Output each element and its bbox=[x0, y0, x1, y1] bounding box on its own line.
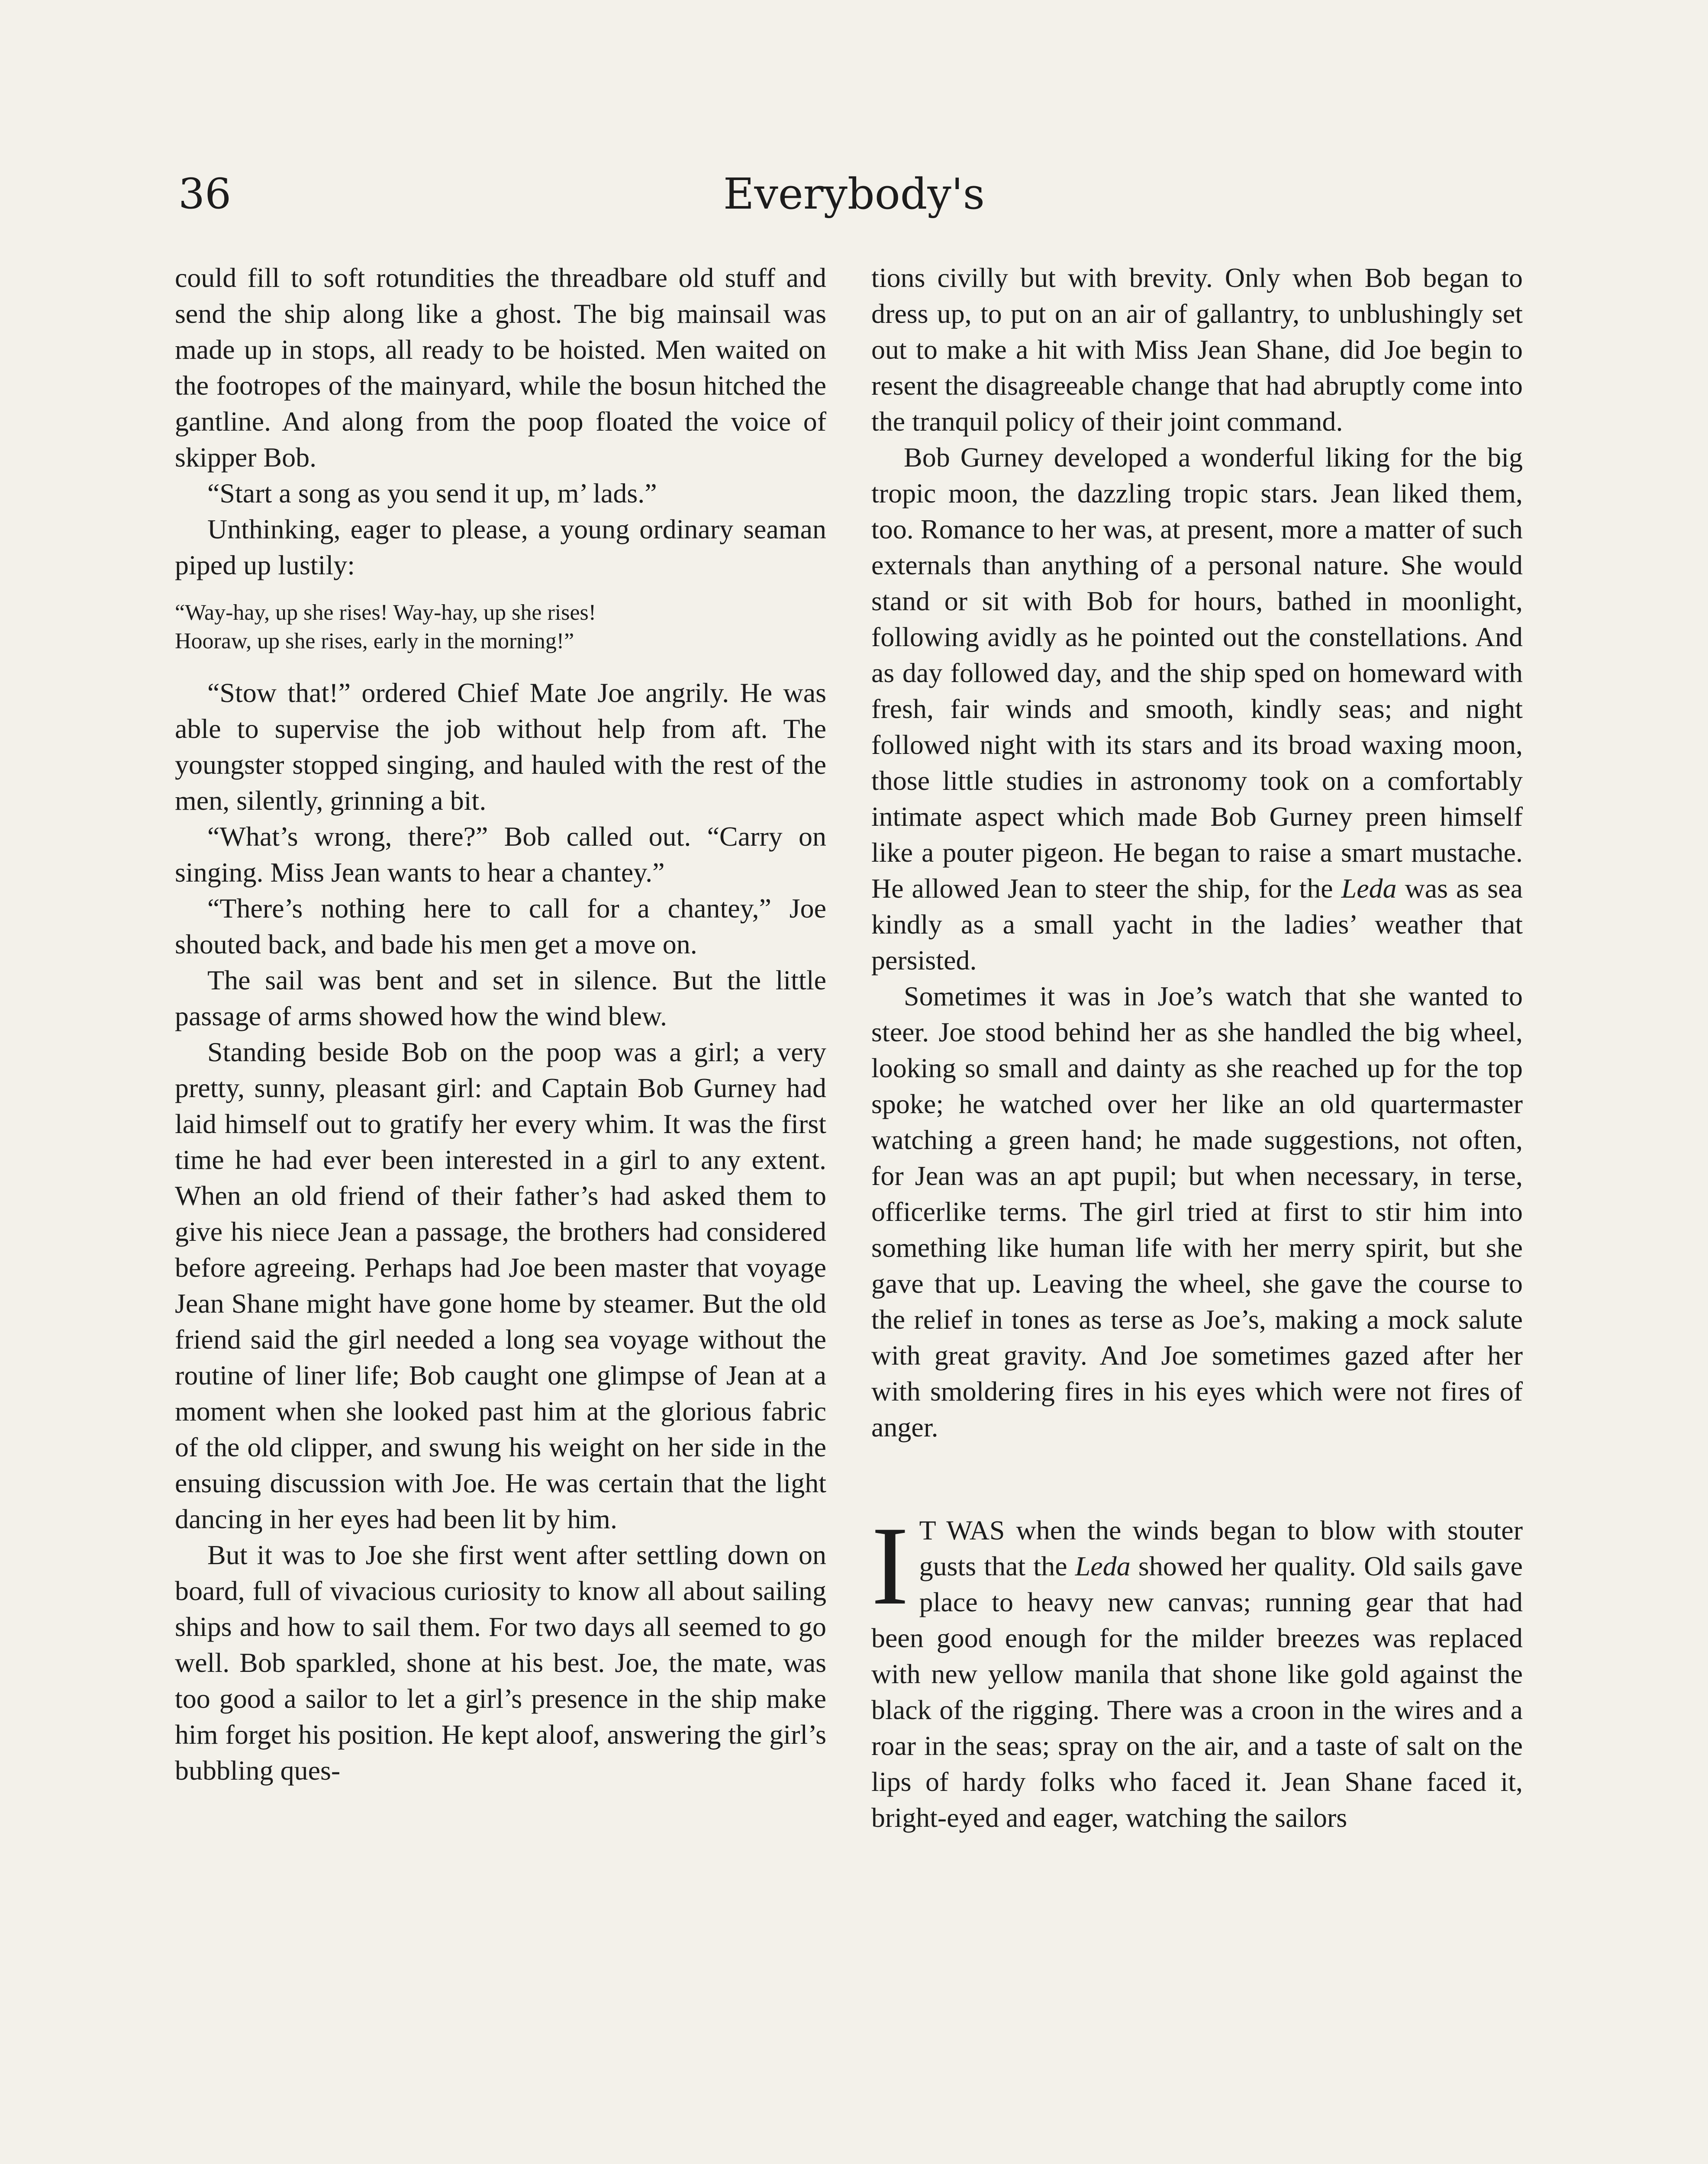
paragraph: Standing beside Bob on the poop was a girl; a very pretty, sunny, pleasant girl: and Captain Bob Gurney had laid himself out to gratify her every whim. It was the first time he had ever been interested in a girl to any extent. When an old friend of their father’s had asked them to give his niece Jean a passage, the brothers had considered before agreeing. Perhaps had Joe been master that voyage Jean Shane might have gone home by steamer. But the old friend said the girl needed a long sea voyage without the routine of liner life; Bob caught one glimpse of Jean at a moment when she looked past him at the glorious fabric of the old clipper, and swung his weight on her side in the ensuing discussion with Joe. He was certain that the light dancing in her eyes had been lit by him. bbox=[175, 1037, 826, 1534]
section-paragraph bbox=[871, 1504, 1523, 1836]
paragraph bbox=[871, 439, 1523, 978]
paragraph-text: was as sea kindly as a small yacht in the ladies’ weather that persisted. bbox=[871, 873, 1523, 976]
paragraph: The sail was bent and set in silence. But the little passage of arms showed how the wind blew. bbox=[175, 965, 826, 1031]
paragraph: Unthinking, eager to please, a young ordinary seaman piped up lustily: bbox=[175, 514, 826, 580]
paragraph: “Stow that!” ordered Chief Mate Joe angrily. He was able to supervise the job without help from aft. The youngster stopped singing, and hauled with the rest of the men, silently, grinning a bit. bbox=[175, 677, 826, 816]
paragraph-text: Bob Gurney developed a wonderful liking for the big tropic moon, the dazzling tropic stars. Jean liked them, too. Romance to her was, at present, more a matter of such externals than anything of a personal nature. She would stand or sit with Bob for hours, bathed in moonlight, following avidly as he pointed out the constellations. And as day followed day, and the ship sped on homeward with fresh, fair winds and smooth, kindly seas; and night followed night with its stars and its broad waxing moon, those little studies in astronomy took on a comfortably intimate aspect which made Bob Gurney preen himself like a pouter pigeon. He began to raise a smart mustache. He allowed Jean to steer the ship, for the bbox=[871, 442, 1523, 904]
paragraph: But it was to Joe she first went after settling down on board, full of vivacious curiosity to know all about sailing ships and how to sail them. For two days all seemed to go well. Bob sparkled, shone at his best. Joe, the mate, was too good a sailor to let a girl’s presence in the ship make him forget his position. He kept aloof, answering the girl’s bubbling ques- bbox=[175, 1539, 826, 1786]
right-column bbox=[871, 260, 1523, 1836]
page-number: 36 bbox=[178, 170, 232, 218]
paragraph: “What’s wrong, there?” Bob called out. “Carry on singing. Miss Jean wants to hear a chantey.” bbox=[175, 821, 826, 888]
paragraph: “There’s nothing here to call for a chantey,” Joe shouted back, and bade his men get a move on. bbox=[175, 893, 826, 960]
paragraph-text: T WAS when the winds began to blow with stouter gusts that the bbox=[919, 1515, 1523, 1581]
left-column bbox=[175, 260, 826, 1788]
song-line: Hooraw, up she rises, early in the morning!” bbox=[175, 629, 574, 654]
song-line: “Way-hay, up she rises! Way-hay, up she rises! bbox=[175, 600, 596, 625]
ship-name: Leda bbox=[1075, 1551, 1131, 1581]
magazine-title: Everybody's bbox=[723, 170, 985, 219]
song-lyrics bbox=[175, 599, 826, 656]
paragraph: tions civilly but with brevity. Only when Bob began to dress up, to put on an air of gallantry, to unblushingly set out to make a hit with Miss Jean Shane, did Joe begin to resent the disagreeable change that had abruptly come into the tranquil policy of their joint command. bbox=[871, 262, 1523, 437]
paragraph: Sometimes it was in Joe’s watch that she wanted to steer. Joe stood behind her as she handled the big wheel, looking so small and dainty as she reached up for the top spoke; he watched over her like an old quartermaster watching a green hand; he made suggestions, not often, for Jean was an apt pupil; but when necessary, in terse, officerlike terms. The girl tried at first to stir him into something like human life with her merry spirit, but she gave that up. Leaving the wheel, she gave the course to the relief in tones as terse as Joe’s, making a mock salute with great gravity. And Joe sometimes gazed after her with smoldering fires in his eyes which were not fires of anger. bbox=[871, 981, 1523, 1443]
drop-cap: I bbox=[871, 1504, 909, 1628]
ship-name: Leda bbox=[1341, 873, 1397, 904]
paragraph: could fill to soft rotundities the threadbare old stuff and send the ship along like a ghost. The big mainsail was made up in stops, all ready to be hoisted. Men waited on the footropes of the mainyard, while the bosun hitched the gantline. And along from the poop floated the voice of skipper Bob. bbox=[175, 262, 826, 473]
paragraph: “Start a song as you send it up, m’ lads.” bbox=[207, 478, 657, 509]
paragraph-text: showed her quality. Old sails gave place to heavy new canvas; running gear that had been good enough for the milder breezes was replaced with new yellow manila that shone like gold against the black of the rigging. There was a croon in the wires and a roar in the seas; spray on the air, and a taste of salt on the lips of hardy folks who faced it. Jean Shane faced it, bright-eyed and eager, watching the sailors bbox=[871, 1551, 1523, 1833]
